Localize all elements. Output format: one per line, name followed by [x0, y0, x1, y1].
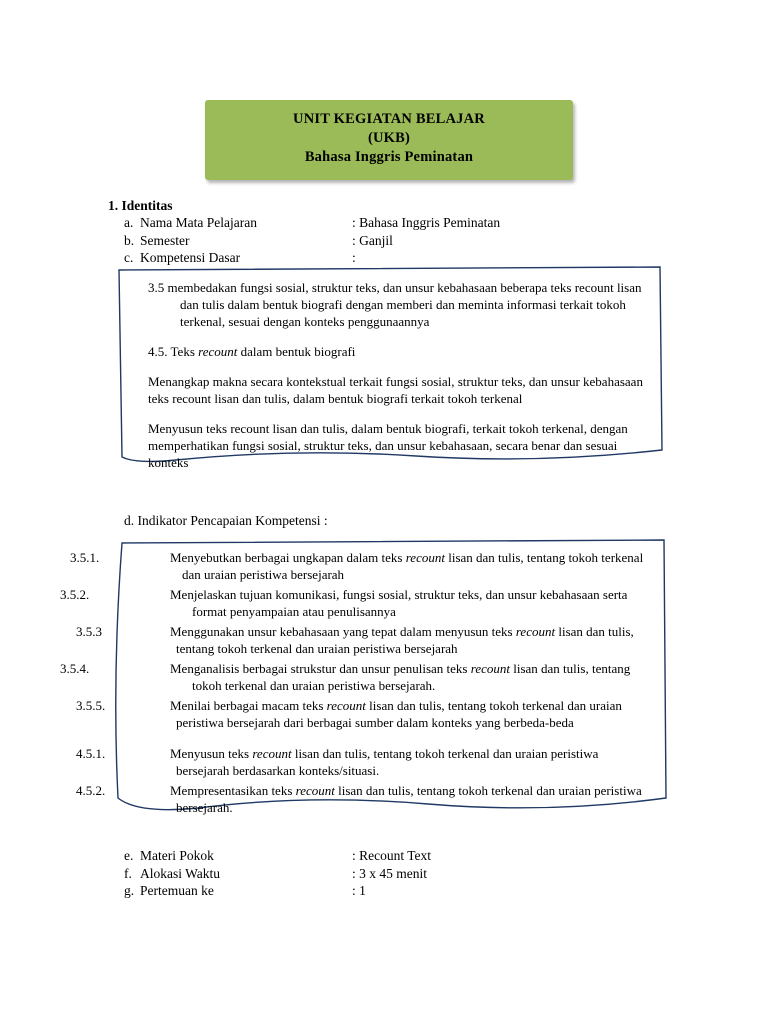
- indicator-text-pre: Menganalisis berbagai strukstur dan unsur penulisan teks: [170, 661, 471, 676]
- kompetensi-dasar-content: [116, 264, 664, 471]
- item-letter: c.: [124, 250, 134, 265]
- kd-item-1-number: 3.5: [148, 280, 165, 295]
- section-heading: 1. Identitas: [108, 198, 173, 213]
- list-item: [124, 865, 554, 883]
- item-value: : 1: [352, 883, 366, 898]
- list-item: [60, 660, 652, 694]
- identity-list: [124, 214, 554, 267]
- kd-item-2: [148, 343, 646, 360]
- item-letter: a.: [124, 215, 134, 230]
- item-label: Semester: [140, 232, 190, 248]
- indicator-number: 3.5.5.: [76, 698, 106, 713]
- item-label: Materi Pokok: [140, 848, 214, 863]
- indicator-text-italic: recount: [470, 661, 510, 676]
- kd-item-2-pre: Teks: [170, 344, 199, 359]
- item-value: : Bahasa Inggris Peminatan: [352, 215, 501, 230]
- indicator-text-post: lisan dan tulis, tentang tokoh terkenal dan uraian peristiwa bersejarah: [182, 550, 644, 582]
- kd-item-3: Menangkap makna secara kontekstual terkait fungsi sosial, struktur teks, dan unsur kebahasaan teks recount lisan dan tulis, dalam bentuk biografi terkait tokoh terkenal: [148, 374, 643, 406]
- title-banner: [205, 100, 573, 180]
- indicator-number: 4.5.2.: [76, 783, 106, 798]
- kd-item-2-number: 4.5.: [148, 344, 168, 359]
- banner-line-3: Bahasa Inggris Peminatan: [304, 149, 474, 165]
- item-letter: b.: [124, 232, 135, 248]
- indicator-text-italic: recount: [405, 550, 445, 565]
- kd-item-1: [148, 279, 646, 330]
- indicator-text-pre: Menyusun teks: [170, 746, 253, 761]
- title-banner-wrapper: [205, 100, 573, 180]
- indicator-number: 3.5.2.: [60, 587, 90, 602]
- indicator-text-post: lisan dan tulis, tentang tokoh terkenal dan uraian peristiwa bersejarah.: [192, 661, 631, 693]
- footer-list: [124, 847, 554, 900]
- item-value: : 3 x 45 menit: [352, 865, 427, 881]
- item-label: Alokasi Waktu: [140, 865, 221, 881]
- indicator-text-pre: Menggunakan unsur kebahasaan yang tepat dalam menyusun teks: [170, 624, 516, 639]
- indicator-number: 4.5.1.: [76, 746, 106, 761]
- indicator-number: 3.5.3: [76, 624, 102, 639]
- indicator-text-pre: Mempresentasikan teks: [170, 783, 296, 798]
- list-item: [60, 586, 652, 620]
- item-value: : Ganjil: [352, 232, 393, 248]
- indicator-number: 3.5.4.: [60, 661, 90, 676]
- indicator-label: d. Indikator Pencapaian Kompetensi :: [124, 513, 328, 528]
- kd-item-2-italic: recount: [198, 344, 238, 359]
- list-item: [70, 549, 652, 583]
- item-value: :: [352, 250, 356, 265]
- list-item: [124, 847, 554, 865]
- indicator-text-post: lisan dan tulis, tentang tokoh terkenal dan uraian peristiwa bersejarah.: [176, 783, 642, 815]
- indicator-text-pre: Menyebutkan berbagai ungkapan dalam teks: [170, 550, 406, 565]
- indikator-content: [60, 536, 668, 816]
- indicator-text-italic: recount: [515, 624, 556, 639]
- kompetensi-dasar-box: [116, 264, 664, 468]
- list-item: [124, 214, 554, 232]
- item-letter: g.: [124, 883, 135, 898]
- list-item: [76, 745, 652, 779]
- indicator-text-post: lisan dan tulis, tentang tokoh terkenal dan uraian peristiwa bersejarah dari berbagai sumber dalam konteks yang berbeda-beda: [176, 698, 622, 730]
- kd-item-1-text: membedakan fungsi sosial, struktur teks, dan unsur kebahasaan beberapa teks recount lisan dan tulis dalam bentuk biografi dengan memberi dan meminta informasi terkait tokoh terkenal, sesuai dengan konteks penggunaannya: [167, 280, 642, 329]
- list-item: [76, 782, 652, 816]
- list-item: [76, 697, 652, 731]
- item-letter: f.: [124, 865, 132, 881]
- kd-item-4: Menyusun teks recount lisan dan tulis, dalam bentuk biografi, terkait tokoh terkenal, dengan memperhatikan fungsi sosial, struktur teks, dan unsur kebahasaan, secara benar dan sesuai konteks: [148, 421, 628, 470]
- indicator-number: 3.5.1.: [70, 550, 100, 565]
- banner-line-2: (UKB): [367, 130, 411, 146]
- indicator-text-pre: Menilai berbagai macam teks: [170, 698, 327, 713]
- indicator-text-italic: recount: [295, 783, 335, 798]
- indicator-text-pre: Menjelaskan tujuan komunikasi, fungsi sosial, struktur teks, dan unsur kebahasaan serta format penyampaian atau penulisannya: [170, 587, 628, 619]
- indicator-text-italic: recount: [252, 746, 292, 761]
- list-item: [124, 882, 554, 900]
- list-item: [76, 623, 652, 657]
- banner-line-1: UNIT KEGIATAN BELAJAR: [293, 111, 485, 127]
- item-value: : Recount Text: [352, 848, 432, 863]
- item-label: Nama Mata Pelajaran: [140, 215, 257, 230]
- indicator-text-post: lisan dan tulis, tentang tokoh terkenal dan uraian peristiwa bersejarah: [176, 624, 634, 656]
- item-letter: e.: [124, 848, 134, 863]
- indicator-text-italic: recount: [326, 698, 366, 713]
- item-label: Pertemuan ke: [140, 883, 214, 898]
- kd-item-2-post: dalam bentuk biografi: [237, 344, 356, 359]
- item-label: Kompetensi Dasar: [140, 250, 241, 265]
- indicator-text-post: lisan dan tulis, tentang tokoh terkenal dan uraian peristiwa bersejarah berdasarkan konteks/situasi.: [176, 746, 599, 778]
- list-item: [124, 232, 554, 250]
- indikator-box: [60, 536, 668, 819]
